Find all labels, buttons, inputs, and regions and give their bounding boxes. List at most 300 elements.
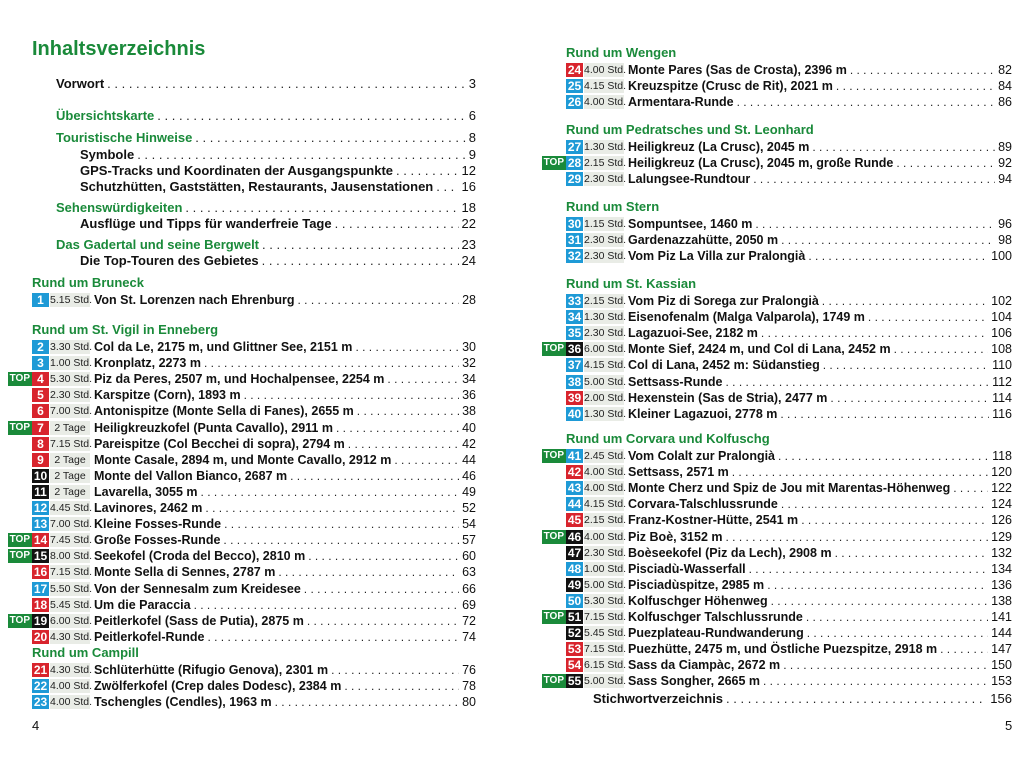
tour-page: 134: [991, 561, 1012, 576]
section-heading: Rund um Stern: [566, 199, 660, 214]
toc-entry-label: Ausflüge und Tipps für wanderfreie Tage: [80, 216, 332, 231]
tour-page: 102: [991, 294, 1012, 308]
tour-duration: 5.30 Std.: [50, 373, 93, 386]
top-badge: TOP: [543, 611, 564, 622]
tour-name: Heiligkreuz (La Crusc), 2045 m, große Runde: [628, 156, 894, 171]
toc-entry-label: Das Gadertal und seine Bergwelt: [56, 237, 260, 252]
tour-duration: 8.00 Std.: [50, 550, 93, 563]
tour-number-badge: 29: [567, 172, 582, 187]
tour-name: Gardenazzahütte, 2050 m: [628, 233, 779, 248]
tour-row[interactable]: [542, 593, 1012, 609]
top-slot: [542, 326, 566, 340]
top-slot: [542, 233, 566, 247]
section-heading: Rund um Corvara und Kolfuschg: [566, 431, 770, 446]
tour-page: 144: [991, 626, 1012, 641]
dot-leader: [297, 293, 459, 307]
toc-entry-page: 16: [461, 179, 476, 194]
tour-name: Hexenstein (Sas de Stria), 2477 m: [628, 390, 828, 405]
tour-page: 46: [462, 468, 476, 483]
tour-page: 74: [462, 629, 476, 644]
dot-leader: [763, 674, 988, 688]
dot-leader: [781, 233, 995, 247]
dot-leader: [436, 179, 458, 194]
tour-page: 106: [991, 326, 1012, 341]
dot-leader: [835, 546, 989, 560]
tour-duration: 7.15 Std.: [584, 611, 627, 623]
toc-entry[interactable]: [56, 108, 476, 123]
dot-leader: [812, 140, 995, 154]
tour-duration: 2.30 Std.: [584, 250, 627, 263]
dot-leader: [771, 594, 989, 608]
tour-name: Sompuntsee, 1460 m: [628, 217, 753, 231]
tour-number-badge: 51: [567, 610, 582, 624]
top-slot: [542, 391, 566, 405]
top-slot: [8, 501, 32, 515]
tour-duration: 6.00 Std.: [584, 343, 627, 356]
tour-row[interactable]: [8, 500, 476, 516]
top-slot: [8, 404, 32, 418]
tour-name: Corvara-Talschlussrunde: [628, 497, 778, 512]
tour-row[interactable]: [542, 406, 1012, 422]
toc-entry-page: 22: [461, 216, 476, 231]
tour-row[interactable]: [542, 609, 1012, 625]
tour-row[interactable]: [542, 139, 1012, 155]
tour-page: 124: [991, 497, 1012, 512]
dot-leader: [940, 642, 988, 656]
top-slot: [8, 614, 32, 628]
tour-duration: 4.30 Std.: [50, 630, 93, 643]
dot-leader: [307, 614, 459, 628]
top-badge: TOP: [543, 343, 564, 355]
tour-number-badge: 30: [567, 217, 582, 231]
tour-page: 114: [992, 390, 1012, 405]
tour-number-badge: 25: [567, 79, 582, 94]
tour-row[interactable]: [542, 577, 1012, 593]
tour-page: 153: [991, 674, 1012, 689]
top-slot: [542, 594, 566, 608]
tour-row[interactable]: [8, 662, 476, 678]
tour-row[interactable]: [542, 464, 1012, 480]
tour-row[interactable]: [542, 155, 1012, 171]
tour-number-badge: 53: [567, 642, 582, 657]
tour-page: 40: [462, 420, 476, 435]
toc-entry-label: Übersichtskarte: [56, 108, 155, 123]
tour-page: 44: [462, 452, 476, 467]
dot-leader: [749, 562, 989, 576]
dot-leader: [761, 326, 988, 340]
top-slot: [542, 449, 566, 463]
index-page: 156: [990, 691, 1012, 706]
dot-leader: [806, 610, 988, 624]
tour-name: Kolfuschger Talschlussrunde: [628, 610, 803, 624]
tour-duration: 4.00 Std.: [584, 482, 627, 495]
top-slot: [8, 679, 32, 693]
toc-entry[interactable]: [80, 147, 476, 162]
tour-name: Vom Piz La Villa zur Pralongià: [628, 249, 806, 264]
top-slot: [542, 79, 566, 93]
tour-name: Sass Songher, 2665 m: [628, 674, 761, 689]
tour-name: Pisciadù-Wasserfall: [628, 561, 746, 576]
toc-entry-page: 3: [468, 76, 476, 91]
tour-row[interactable]: [8, 387, 476, 403]
tour-row[interactable]: [542, 512, 1012, 528]
tour-row[interactable]: [542, 216, 1012, 232]
tour-duration: 2.15 Std.: [584, 514, 627, 527]
tour-name: Vom Piz di Sorega zur Pralongià: [628, 294, 819, 308]
dot-leader: [822, 294, 988, 308]
tour-page: 63: [462, 565, 476, 580]
dot-leader: [335, 216, 459, 231]
tour-name: Vom Colalt zur Pralongià: [628, 449, 776, 463]
tour-name: Franz-Kostner-Hütte, 2541 m: [628, 513, 799, 528]
tour-row[interactable]: [542, 641, 1012, 657]
tour-duration: 2 Tage: [50, 485, 90, 499]
toc-entry[interactable]: [56, 200, 476, 215]
tour-row[interactable]: [542, 325, 1012, 341]
dot-leader: [725, 375, 989, 389]
tour-page: 76: [462, 663, 476, 677]
tour-row[interactable]: [542, 529, 1012, 545]
top-slot: [8, 469, 32, 483]
tour-page: 94: [998, 172, 1012, 187]
tour-duration: 1.30 Std.: [584, 407, 627, 420]
tour-number-badge: 21: [33, 663, 48, 677]
tour-number-badge: 7: [32, 421, 49, 435]
tour-number-badge: 35: [567, 326, 582, 341]
tour-page: 84: [998, 79, 1012, 94]
top-slot: [542, 546, 566, 560]
top-slot: [542, 358, 566, 372]
tour-row[interactable]: [542, 309, 1012, 325]
tour-number-badge: 10: [33, 468, 48, 483]
tour-name: Col di Lana, 2452 m: Südanstieg: [628, 358, 820, 373]
top-slot: [8, 565, 32, 579]
tour-row[interactable]: [542, 448, 1012, 464]
tour-name: Kreuzspitze (Crusc de Rit), 2021 m: [628, 79, 833, 94]
dot-leader: [732, 465, 988, 479]
tour-row[interactable]: [8, 532, 476, 548]
dot-leader: [244, 388, 460, 402]
tour-page: 32: [462, 356, 476, 371]
dot-leader: [308, 549, 459, 563]
tour-number-badge: 39: [567, 390, 582, 405]
tour-name: Große Fosses-Runde: [94, 533, 221, 548]
tour-duration: 2 Tage: [50, 421, 90, 435]
tour-number-badge: 32: [567, 249, 582, 264]
tour-name: Eisenofenalm (Malga Valparola), 1749 m: [628, 310, 865, 325]
tour-duration: 2.30 Std.: [584, 546, 627, 559]
top-slot: [8, 421, 32, 435]
top-slot: [8, 695, 32, 709]
tour-duration: 1.00 Std.: [50, 357, 93, 370]
dot-leader: [207, 630, 459, 644]
top-slot: [8, 437, 32, 451]
tour-name: Seekofel (Croda del Becco), 2810 m: [94, 549, 306, 564]
tour-name: Lavarella, 3055 m: [94, 484, 198, 499]
section-heading: Rund um St. Kassian: [566, 276, 697, 291]
toc-entry[interactable]: [56, 130, 476, 145]
tour-row[interactable]: [8, 468, 476, 484]
dot-leader: [107, 76, 466, 91]
tour-page: 86: [998, 95, 1012, 110]
tour-row[interactable]: [8, 597, 476, 613]
tour-page: 57: [462, 533, 476, 548]
toc-entry[interactable]: [56, 76, 476, 91]
tour-number-badge: 47: [567, 545, 582, 560]
tour-row[interactable]: [542, 390, 1012, 406]
tour-duration: 7.00 Std.: [50, 405, 93, 418]
top-slot: [8, 293, 32, 307]
tour-duration: 7.45 Std.: [50, 534, 93, 547]
top-badge: TOP: [543, 450, 564, 461]
tour-page: 112: [992, 374, 1012, 389]
tour-page: 141: [991, 610, 1012, 624]
tour-page: 100: [991, 249, 1012, 264]
tour-row[interactable]: [542, 62, 1012, 78]
tour-page: 28: [462, 293, 476, 307]
tour-row[interactable]: [8, 694, 476, 710]
tour-duration: 3.30 Std.: [50, 341, 93, 353]
tour-name: Peitlerkofel-Runde: [94, 629, 205, 644]
tour-name: Puezhütte, 2475 m, und Östliche Puezspitze, 2918 m: [628, 642, 938, 657]
tour-duration: 1.00 Std.: [584, 562, 627, 575]
tour-number-badge: 1: [32, 293, 49, 307]
dot-leader: [204, 356, 459, 370]
tour-duration: 7.00 Std.: [50, 518, 93, 531]
dot-leader: [868, 310, 988, 324]
tour-page: 147: [991, 642, 1012, 657]
dot-leader: [394, 453, 459, 467]
top-slot: [542, 610, 566, 624]
tour-row[interactable]: [8, 436, 476, 452]
tour-number-badge: 5: [32, 388, 49, 402]
tour-page: 104: [991, 310, 1012, 325]
toc-entry-label: Die Top-Touren des Gebietes: [80, 253, 259, 268]
tour-name: Col da Le, 2175 m, und Glittner See, 2151 m: [94, 340, 353, 354]
dot-leader: [137, 147, 466, 162]
tour-number-badge: 4: [32, 372, 49, 386]
top-slot: [8, 453, 32, 467]
tour-row[interactable]: [8, 613, 476, 629]
toc-entry-page: 8: [468, 130, 476, 145]
tour-number-badge: 33: [567, 294, 582, 308]
toc-entry[interactable]: [80, 253, 476, 268]
page-title: Inhaltsverzeichnis: [32, 38, 206, 60]
top-slot: [542, 658, 566, 672]
tour-name: Von der Sennesalm zum Kreidesee: [94, 581, 301, 596]
tour-duration: 5.15 Std.: [50, 294, 93, 306]
tour-number-badge: 31: [567, 233, 582, 248]
tour-row[interactable]: [542, 293, 1012, 309]
top-slot: [8, 372, 32, 386]
tour-name: Pisciadùspitze, 2985 m: [628, 577, 765, 592]
tour-row[interactable]: [8, 548, 476, 564]
top-slot: [542, 481, 566, 495]
top-badge: TOP: [543, 675, 564, 687]
dot-leader: [753, 172, 995, 186]
tour-duration: 4.00 Std.: [584, 466, 627, 479]
tour-name: Von St. Lorenzen nach Ehrenburg: [94, 293, 295, 307]
dot-leader: [726, 691, 987, 706]
tour-page: 89: [998, 140, 1012, 154]
tour-row[interactable]: [542, 496, 1012, 512]
tour-page: 126: [991, 513, 1012, 528]
dot-leader: [737, 95, 996, 109]
toc-entry-page: 24: [461, 253, 476, 268]
tour-name: Kleiner Lagazuoi, 2778 m: [628, 406, 778, 421]
tour-name: Piz Boè, 3152 m: [628, 529, 723, 544]
toc-entry-label: Schutzhütten, Gaststätten, Restaurants, Jausenstationen: [80, 179, 434, 194]
toc-entry-page: 6: [468, 108, 476, 123]
index-entry[interactable]: [593, 691, 1012, 706]
tour-number-badge: 48: [567, 561, 582, 576]
toc-entry-page: 12: [461, 163, 476, 178]
toc-entry[interactable]: [80, 163, 476, 178]
toc-entry[interactable]: [80, 179, 476, 194]
tour-number-badge: 17: [33, 581, 48, 596]
top-badge: TOP: [9, 373, 30, 385]
dot-leader: [348, 437, 459, 451]
tour-row[interactable]: [542, 248, 1012, 264]
tour-row[interactable]: [542, 625, 1012, 641]
top-slot: [542, 642, 566, 656]
dot-leader: [801, 513, 988, 527]
tour-number-badge: 41: [567, 449, 582, 463]
tour-row[interactable]: [542, 357, 1012, 373]
tour-name: Boèseekofel (Piz da Lech), 2908 m: [628, 545, 832, 560]
tour-row[interactable]: [8, 581, 476, 597]
tour-number-badge: 28: [567, 156, 582, 171]
tour-duration: 4.00 Std.: [584, 96, 627, 109]
tour-number-badge: 34: [567, 310, 582, 325]
toc-entry[interactable]: [80, 216, 476, 231]
top-slot: [542, 342, 566, 356]
top-slot: [8, 340, 32, 354]
tour-name: Lagazuoi-See, 2182 m: [628, 326, 758, 341]
tour-row[interactable]: [8, 678, 476, 694]
tour-name: Monte del Vallon Bianco, 2687 m: [94, 468, 288, 483]
top-slot: [542, 156, 566, 170]
tour-row[interactable]: [542, 561, 1012, 577]
tour-duration: 7.15 Std.: [50, 566, 93, 579]
tour-number-badge: 18: [33, 597, 48, 612]
tour-duration: 4.15 Std.: [584, 359, 627, 372]
top-badge: TOP: [9, 534, 30, 546]
top-badge: TOP: [9, 421, 30, 433]
tour-duration: 4.15 Std.: [584, 498, 627, 511]
tour-row[interactable]: [8, 484, 476, 500]
top-slot: [542, 497, 566, 511]
tour-duration: 4.30 Std.: [50, 664, 93, 676]
tour-name: Antonispitze (Monte Sella di Fanes), 2655 m: [94, 404, 354, 419]
tour-number-badge: 13: [33, 517, 48, 532]
tour-name: Zwölferkofel (Crep dales Dodesc), 2384 m: [94, 679, 342, 694]
tour-page: 150: [991, 658, 1012, 673]
tour-row[interactable]: [542, 545, 1012, 561]
dot-leader: [783, 658, 988, 672]
tour-duration: 5.30 Std.: [584, 594, 627, 607]
tour-name: Piz da Peres, 2507 m, und Hochalpensee, 2254 m: [94, 372, 385, 387]
tour-row[interactable]: [8, 355, 476, 371]
tour-page: 132: [991, 545, 1012, 560]
tour-duration: 2.30 Std.: [584, 327, 627, 340]
tour-row[interactable]: [542, 374, 1012, 390]
tour-number-badge: 49: [567, 577, 582, 592]
dot-leader: [195, 130, 465, 145]
dot-leader: [201, 485, 460, 499]
tour-row[interactable]: [8, 371, 476, 387]
tour-row[interactable]: [542, 232, 1012, 248]
tour-duration: 2.30 Std.: [50, 389, 93, 402]
page-number-left: 4: [32, 718, 40, 733]
dot-leader: [396, 163, 459, 178]
dot-leader: [290, 469, 459, 483]
tour-row[interactable]: [542, 673, 1012, 689]
toc-entry[interactable]: [56, 237, 476, 252]
tour-row[interactable]: [542, 480, 1012, 496]
tour-row[interactable]: [542, 341, 1012, 357]
tour-number-badge: 8: [32, 437, 49, 451]
tour-number-badge: 11: [32, 485, 49, 499]
tour-page: 54: [462, 517, 476, 532]
tour-page: 129: [991, 529, 1012, 544]
tour-page: 42: [462, 436, 476, 451]
tour-row[interactable]: [8, 516, 476, 532]
tour-row[interactable]: [8, 452, 476, 468]
tour-duration: 2.15 Std.: [584, 295, 627, 307]
section-heading: Rund um Pedratsches und St. Leonhard: [566, 122, 814, 137]
tour-duration: 7.15 Std.: [584, 643, 627, 656]
tour-row[interactable]: [8, 403, 476, 419]
top-slot: [542, 626, 566, 640]
top-slot: [542, 249, 566, 263]
tour-row[interactable]: [542, 657, 1012, 673]
top-slot: [542, 140, 566, 154]
tour-row[interactable]: [8, 629, 476, 645]
tour-page: 66: [462, 581, 476, 596]
tour-name: Monte Casale, 2894 m, und Monte Cavallo, 2912 m: [94, 452, 392, 467]
tour-number-badge: 2: [32, 340, 49, 354]
tour-page: 36: [462, 388, 476, 403]
toc-entry-page: 9: [468, 147, 476, 162]
tour-row[interactable]: [8, 292, 476, 308]
tour-number-badge: 54: [567, 658, 582, 673]
dot-leader: [223, 533, 459, 547]
top-slot: [8, 663, 32, 677]
section-heading: Rund um Wengen: [566, 45, 677, 60]
dot-leader: [778, 449, 989, 463]
tour-row[interactable]: [8, 420, 476, 436]
tour-page: 92: [998, 156, 1012, 171]
dot-leader: [275, 695, 459, 709]
tour-name: Monte Sief, 2424 m, und Col di Lana, 2452 m: [628, 342, 891, 357]
dot-leader: [205, 501, 459, 515]
dot-leader: [807, 626, 988, 640]
tour-row[interactable]: [542, 171, 1012, 187]
tour-page: 30: [462, 340, 476, 354]
top-slot: [542, 294, 566, 308]
tour-number-badge: 20: [33, 629, 48, 644]
toc-entry-page: 18: [461, 200, 476, 215]
section-heading: Rund um St. Vigil in Enneberg: [32, 322, 219, 337]
tour-row[interactable]: [542, 94, 1012, 110]
tour-page: 118: [992, 449, 1012, 463]
tour-row[interactable]: [8, 339, 476, 355]
tour-duration: 6.00 Std.: [50, 614, 93, 627]
tour-row[interactable]: [8, 564, 476, 580]
tour-page: 136: [991, 577, 1012, 592]
tour-row[interactable]: [542, 78, 1012, 94]
